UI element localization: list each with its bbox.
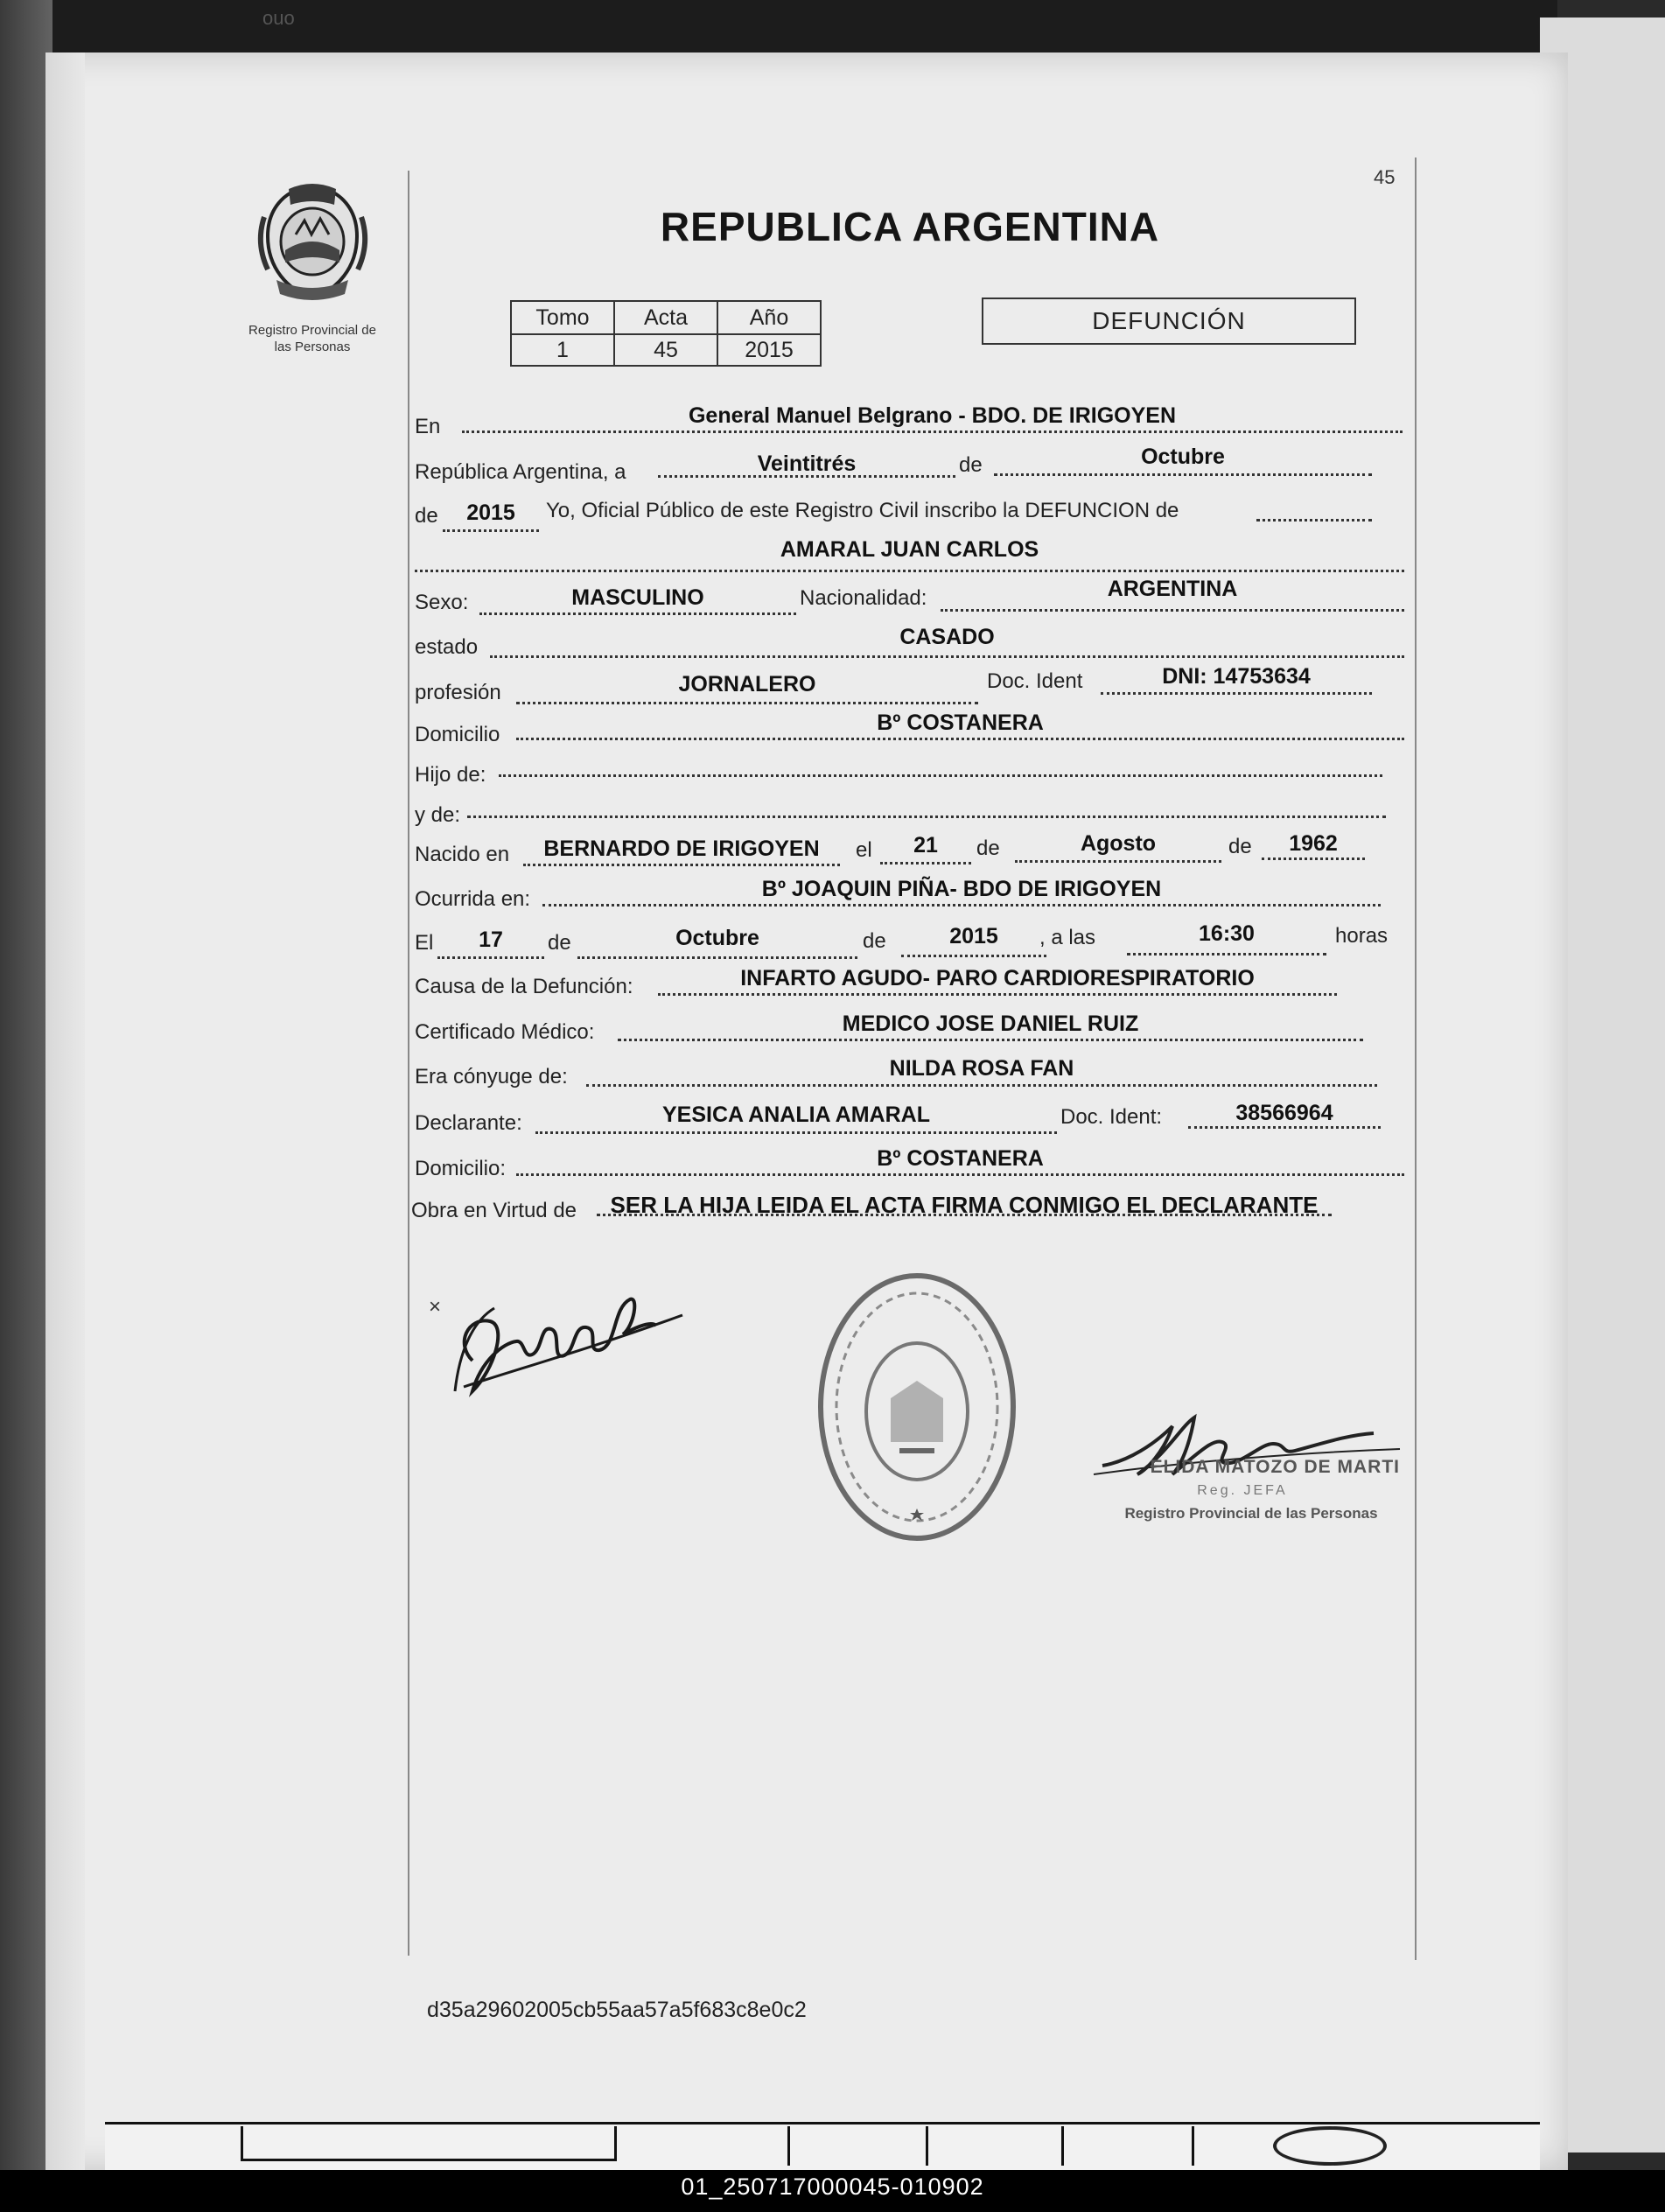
label-de-death-month: de	[548, 931, 571, 955]
official-office: Registro Provincial de las Personas	[1124, 1505, 1378, 1522]
value-nationality: ARGENTINA	[1107, 577, 1238, 601]
value-birth-day: 21	[913, 833, 938, 858]
label-de-death-year: de	[863, 929, 886, 953]
value-birth-year: 1962	[1289, 831, 1338, 856]
agency-line-2: las Personas	[274, 340, 351, 354]
value-spouse: NILDA ROSA FAN	[889, 1056, 1074, 1081]
label-en: En	[415, 415, 441, 438]
signature-mark: ×	[429, 1295, 442, 1319]
agency-name	[229, 322, 395, 355]
value-cause: INFARTO AGUDO- PARO CARDIORESPIRATORIO	[740, 966, 1255, 990]
label-doc-ident-declarant: Doc. Ident:	[1060, 1105, 1163, 1129]
official-role: Reg. JEFA	[1197, 1483, 1288, 1498]
record-header-tomo: Tomo	[511, 301, 614, 334]
label-nacido-en: Nacido en	[415, 843, 510, 866]
next-page-table	[787, 2126, 1194, 2166]
label-sexo: Sexo:	[415, 591, 469, 614]
label-profesion: profesión	[415, 681, 501, 704]
value-deceased-name: AMARAL JUAN CARLOS	[780, 537, 1039, 562]
background-top-word: ouo	[262, 7, 295, 29]
label-el-birth: el	[856, 838, 872, 862]
label-domicilio: Domicilio	[415, 723, 500, 746]
label-certificado: Certificado Médico:	[415, 1020, 595, 1044]
value-declarant-address: Bº COSTANERA	[877, 1146, 1044, 1171]
value-birth-month: Agosto	[1080, 831, 1157, 856]
label-ocurrida-en: Ocurrida en:	[415, 887, 531, 911]
official-seal-stamp-icon	[815, 1267, 1018, 1547]
value-declarant-doc: 38566964	[1235, 1101, 1333, 1125]
label-de-birth-year: de	[1228, 835, 1252, 858]
value-death-place: Bº JOAQUIN PIÑA- BDO DE IRIGOYEN	[761, 877, 1162, 901]
record-value-acta: 45	[614, 334, 717, 366]
label-estado: estado	[415, 635, 479, 659]
label-republica: República Argentina, a	[415, 460, 626, 484]
next-page-box	[241, 2126, 617, 2161]
value-death-year: 2015	[949, 924, 998, 948]
label-nacionalidad: Nacionalidad:	[800, 586, 927, 610]
page-binding-edge	[45, 52, 85, 2170]
value-birth-place: BERNARDO DE IRIGOYEN	[543, 836, 820, 861]
value-death-day: 17	[479, 928, 503, 952]
record-header-acta: Acta	[614, 301, 717, 334]
frame-line-left	[408, 171, 409, 1956]
label-de-month: de	[959, 453, 983, 477]
label-declarante: Declarante:	[415, 1111, 522, 1135]
label-a-las: , a las	[1039, 926, 1096, 949]
line-son-of	[499, 752, 1382, 777]
value-reason: SER LA HIJA LEIDA EL ACTA FIRMA CONMIGO EL DECLARANTE	[610, 1192, 1319, 1218]
value-sex: MASCULINO	[571, 585, 704, 610]
declarant-signature-icon	[420, 1238, 709, 1413]
label-y-de: y de:	[415, 803, 461, 827]
value-month: Octubre	[1141, 444, 1225, 469]
frame-line-right	[1415, 158, 1417, 1960]
label-de-year: de	[415, 504, 438, 528]
value-doc-id: DNI: 14753634	[1162, 664, 1311, 689]
label-hijo-de: Hijo de:	[415, 763, 486, 787]
province-emblem-icon	[254, 182, 372, 304]
value-declarant: YESICA ANALIA AMARAL	[661, 1102, 930, 1127]
document-hash: d35a29602005cb55aa57a5f683c8e0c2	[427, 1998, 807, 2022]
document-title: REPUBLICA ARGENTINA	[660, 204, 1160, 249]
value-day-words: Veintitrés	[757, 452, 857, 476]
label-causa: Causa de la Defunción:	[415, 975, 633, 998]
label-de-birth-month: de	[976, 836, 1000, 860]
value-address: Bº COSTANERA	[877, 710, 1044, 735]
record-value-tomo: 1	[511, 334, 614, 366]
line-after-oficial	[1256, 497, 1372, 522]
record-reference-table	[510, 300, 822, 367]
footer-image-code: 01_250717000045-010902	[681, 2174, 984, 2200]
label-domicilio-declarant: Domicilio:	[415, 1157, 507, 1180]
record-value-ano: 2015	[717, 334, 821, 366]
label-horas: horas	[1335, 924, 1389, 948]
label-obra: Obra en Virtud de	[411, 1199, 577, 1222]
next-page-seal-icon	[1273, 2126, 1387, 2166]
official-name: ELIDA MATOZO DE MARTI	[1150, 1457, 1400, 1477]
value-place: General Manuel Belgrano - BDO. DE IRIGOYEN	[688, 403, 1177, 428]
value-death-time: 16:30	[1199, 921, 1255, 946]
label-doc-ident: Doc. Ident	[987, 669, 1083, 693]
label-yo-oficial: Yo, Oficial Público de este Registro Civil inscribo la DEFUNCION de	[546, 499, 1179, 522]
line-and-of	[467, 794, 1386, 818]
value-death-month: Octubre	[675, 926, 759, 950]
page-number: 45	[1374, 166, 1396, 188]
value-medical-certificate: MEDICO JOSE DANIEL RUIZ	[842, 1012, 1139, 1036]
label-el-death: El	[415, 931, 434, 955]
agency-line-1: Registro Provincial de	[248, 323, 376, 338]
value-year: 2015	[466, 500, 515, 525]
record-type-box: DEFUNCIÓN	[982, 298, 1356, 345]
record-header-ano: Año	[717, 301, 821, 334]
value-profession: JORNALERO	[678, 672, 816, 696]
value-civil-status: CASADO	[899, 625, 995, 649]
label-conyuge: Era cónyuge de:	[415, 1065, 568, 1088]
